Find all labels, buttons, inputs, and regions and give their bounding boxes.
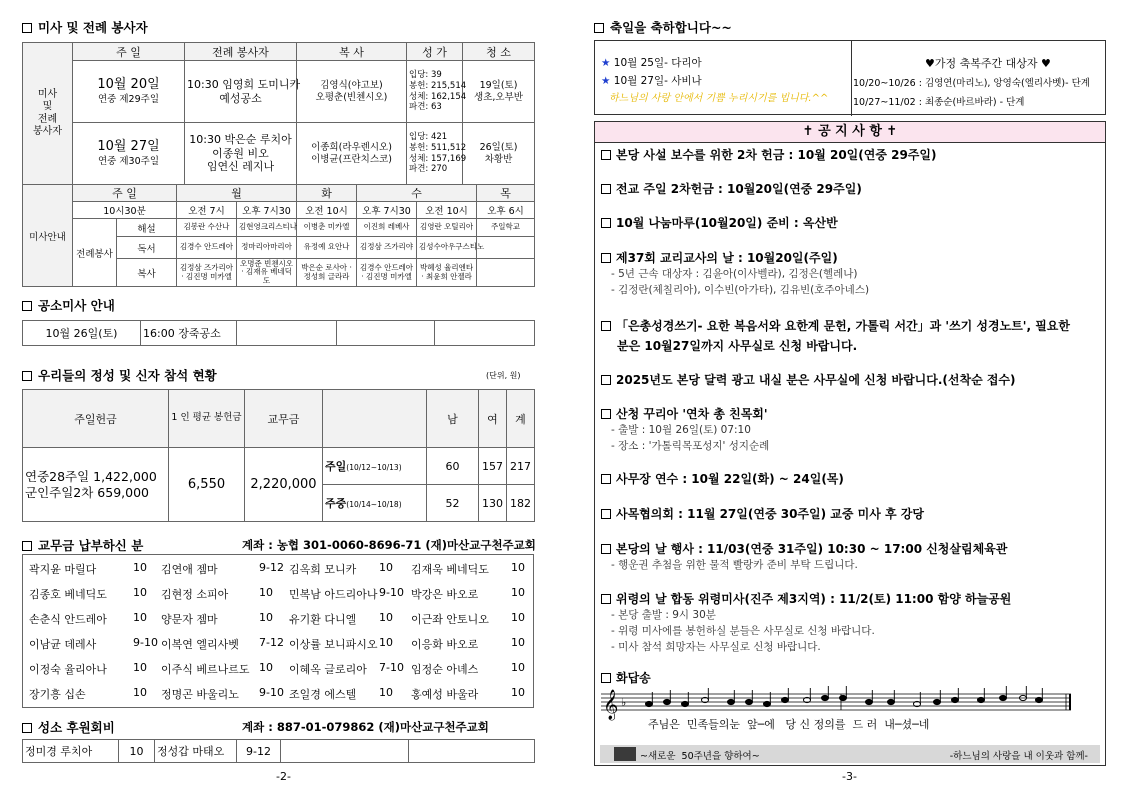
checkbox-icon: [601, 409, 611, 419]
svg-text:♭: ♭: [621, 696, 627, 709]
donor-name: 민복남 아드리아나: [289, 588, 378, 601]
checkbox-icon: [601, 184, 611, 194]
account-info: 계좌 : 887-01-079862 (재)마산교구천주교회: [242, 720, 489, 734]
donor-months: 9-10: [379, 586, 404, 599]
donor-name: 김연애 젬마: [161, 563, 218, 576]
notice-item: [601, 317, 1070, 354]
donor-name: 임정순 아녜스: [411, 663, 479, 676]
donor-name: 이혜옥 글로리아: [289, 663, 367, 676]
donor-name: 양문자 젬마: [161, 613, 218, 626]
notice-sub: - 행운권 추첨을 위한 물적 빨랑카 준비 부탁 드립니다.: [611, 559, 858, 571]
donor-name: 이복연 엘리사벳: [161, 638, 239, 651]
side-label: 미사 및 전례 봉사자: [23, 43, 73, 185]
feast-wish: 하느님의 사랑 안에서 기쁨 누리시기를 빕니다.^^: [609, 93, 829, 104]
music-note: [888, 699, 895, 704]
mission-mass-table: 10월 26일(토) 16:00 장죽공소: [22, 320, 535, 346]
checkbox-icon: [601, 150, 611, 160]
donor-months: 10: [259, 611, 273, 624]
notice-title-text: 전교 주일 2차헌금 : 10월20일(연중 29주일): [616, 182, 862, 196]
donor-name: 이정숙 율리아나: [29, 663, 107, 676]
table-row: 10월 20일 연중 제29주일 10:30 임영희 도미니카 예성공소 김영식(야고보) 오평춘(빈첸시오) 입당: 39 봉헌: 215,514 성체: 162,154 파견: 63 19일(토) 생초,오부반: [23, 61, 535, 123]
notice-item: [601, 249, 869, 298]
weekday-mass-table: 미사안내 주 일 월 화 수 목 10시30분 오전 7시 오후 7시30 오전 10시 오후 7시30 오전 10시 오후 6시 전례봉사 해설 김봉란 수산나 김현영크리스티나 이병춘 미카엘 이진희 레베사 김영란 오틸리아 주일학교 독서 김경수 안드레아 정마리아마리아 유정예 요안나 김정삼 즈가리야 김성수아우구스티노 복사 김정삼 즈가리아 · 김진명 미카엘 오명준 빈첸시오 · 김재유 베네딕도 박은순 로사아 · 정성희 글라라 김경수 안드레아 · 김진명 미카엘 박혜성 율리엔타 · 최윤희 안젤라: [22, 184, 535, 287]
donor-name: 김종호 베네딕도: [29, 588, 107, 601]
page-number: -3-: [842, 770, 857, 783]
donor-months: 10: [379, 686, 393, 699]
music-note: [1036, 697, 1043, 702]
music-note: [978, 697, 985, 702]
donor-months: 9-10: [259, 686, 284, 699]
account-info: 계좌 : 농협 301-0060-8696-71 (재)마산교구천주교회: [242, 538, 536, 552]
checkbox-icon: [601, 544, 611, 554]
notice-item: [601, 505, 924, 522]
donor-months: 10: [133, 661, 147, 674]
donor-months: 9-12: [259, 561, 284, 574]
checkbox-icon: [601, 218, 611, 228]
music-note: [866, 699, 873, 704]
donor-months: 10: [133, 586, 147, 599]
notice-item: [601, 146, 936, 163]
notice-sub: - 위령 미사에를 봉헌하실 분들은 사무실로 신청 바랍니다.: [611, 625, 875, 637]
donor-name: 조일경 에스텔: [289, 688, 357, 701]
checkbox-icon: [601, 474, 611, 484]
donor-name: 김재욱 베네딕도: [411, 563, 489, 576]
notice-title-text: 2025년도 본당 달력 광고 내실 분은 사무실에 신청 바랍니다.(선착순 접수): [616, 373, 1016, 387]
donor-months: 10: [379, 611, 393, 624]
notice-item: [601, 214, 838, 231]
donor-name: 이주식 베르나르도: [161, 663, 250, 676]
section-title-offering: 우리들의 정성 및 신자 참석 현황: [22, 366, 217, 384]
section-title-mass-servers: 미사 및 전례 봉사자: [22, 18, 148, 36]
donor-name: 장기흥 십손: [29, 688, 86, 701]
notice-title-text: 본당의 날 행사 : 11/03(연중 31주일) 10:30 ~ 17:00 신청살림체육관: [616, 542, 1008, 556]
notice-sub: - 출발 : 10월 26일(토) 07:10: [611, 424, 751, 436]
music-note: [840, 695, 847, 700]
notice-title-text: 사무장 연수 : 10월 22일(화) ~ 24일(목): [616, 472, 844, 486]
vocation-table: 정미경 루치아 10 정성갑 마태오 9-12: [22, 739, 535, 763]
donor-months: 10: [133, 561, 147, 574]
donor-name: 유기환 다니엘: [289, 613, 357, 626]
notice-item: [601, 371, 1016, 388]
donor-months: 10: [511, 661, 525, 674]
notice-title-text: 제37회 교리교사의 날 : 10월20일(주일): [616, 251, 838, 265]
donor-months: 10: [511, 636, 525, 649]
music-note: [728, 699, 735, 704]
donor-name: 이상률 보니파시오: [289, 638, 378, 651]
notice-item: [601, 405, 769, 454]
notice-item: [601, 540, 1007, 573]
section-title-feast: 축일을 축하합니다~~: [594, 18, 732, 36]
feast-line: ★ 10월 25일- 다리아: [601, 57, 702, 69]
donor-list: [22, 554, 534, 708]
music-note: [782, 697, 789, 702]
donor-name: 곽지윤 마릴다: [29, 563, 97, 576]
checkbox-icon: [601, 594, 611, 604]
notice-sub: - 5년 근속 대상자 : 김윤아(이사벨라), 김정은(헬레나): [611, 268, 858, 280]
music-note: [746, 699, 753, 704]
feast-box: [594, 40, 1106, 115]
footer-right: -하느님의 사랑을 내 이웃과 함께-: [949, 751, 1088, 762]
section-title-school-fee: 교무금 납부하신 분: [22, 536, 143, 554]
section-title-vocation: 성소 후원회비: [22, 718, 115, 736]
donor-name: 박강은 바오로: [411, 588, 479, 601]
checkbox-icon: [601, 253, 611, 263]
star-icon: ★: [601, 57, 611, 69]
side-label: 미사안내: [23, 185, 73, 287]
logo-icon: [614, 747, 636, 761]
checkbox-icon: [601, 509, 611, 519]
donor-months: 7-12: [259, 636, 284, 649]
donor-months: 10: [259, 661, 273, 674]
donor-months: 10: [511, 561, 525, 574]
music-note: [646, 701, 653, 706]
mass-servers-table: 미사 및 전례 봉사자 주 일 전례 봉사자 복 사 성 가 청 소 10월 20일 연중 제29주일 10:30 임영희 도미니카 예성공소 김영식(야고보) 오평춘(빈첸시오) 입당: 39 봉헌: 215,514 성체: 162,154 파견: 63 19일(토) 생초,오부반 10월 27일 연중 제30주일 10:30 박은순 루치아 이종원 비오 임연신 레지나 이종희(라우렌시오) 이병균(프란치스코) 입당: 421 봉헌: 511,512 성체: 157,169 파견: 270 26일(토) 차황반: [22, 42, 535, 185]
donor-name: 손춘식 안드레아: [29, 613, 107, 626]
notice-title-text: 「은총성경쓰기- 요한 복음서와 요한계 문헌, 가톨릭 서간」과 '쓰기 성경노트', 필요한: [616, 319, 1070, 333]
lyric: 주님은 민족들의눈 앞─에 당 신 정의를 드 러 내─셨─네: [648, 718, 930, 731]
checkbox-icon: [601, 673, 611, 683]
music-note: [682, 701, 689, 706]
donor-name: 김현정 소피아: [161, 588, 229, 601]
table-row: 10월 27일 연중 제30주일 10:30 박은순 루치아 이종원 비오 임연신 레지나 이종희(라우렌시오) 이병균(프란치스코) 입당: 421 봉헌: 511,512 성체: 157,169 파견: 270 26일(토) 차황반: [23, 123, 535, 185]
footer-band: [600, 745, 1100, 763]
family-title: ♥가정 축복주간 대상자 ♥: [925, 57, 1051, 70]
notice-title-text: 화답송: [616, 671, 651, 685]
footer-left: ~새로운 50주년을 향하여~: [640, 751, 760, 762]
music-note: [764, 701, 771, 706]
notice-title-text: 본당 사설 보수를 위한 2차 헌금 : 10월 20일(연중 29주일): [616, 148, 937, 162]
music-note: [664, 699, 671, 704]
notice-title-text: 위령의 날 합동 위령미사(진주 제3지역) : 11/2(토) 11:00 함양 하늘공원: [616, 592, 1012, 606]
donor-name: 홍예성 바울라: [411, 688, 479, 701]
page-number: -2-: [276, 770, 291, 783]
donor-name: 이근좌 안토니오: [411, 613, 489, 626]
donor-months: 10: [379, 561, 393, 574]
notice-item: [601, 180, 862, 197]
music-note: [1000, 695, 1007, 700]
donor-months: 10: [133, 611, 147, 624]
donor-months: 7-10: [379, 661, 404, 674]
notice-item: [601, 590, 1011, 655]
donor-name: 김옥희 모니카: [289, 563, 357, 576]
donor-months: 10: [511, 586, 525, 599]
donor-months: 10: [511, 686, 525, 699]
family-row: 10/27~11/02 : 최종순(바르바라) - 단계: [853, 97, 1025, 108]
notice-sub: - 장소 : '가톨릭목포성지' 성지순례: [611, 440, 770, 452]
donor-months: 10: [511, 611, 525, 624]
donor-months: 10: [259, 586, 273, 599]
donor-months: 10: [379, 636, 393, 649]
treble-clef-icon: 𝄞: [603, 690, 619, 720]
notice-item: [601, 669, 651, 686]
family-row: 10/20~10/26 : 김영연(마리노), 앙영숙(엘리사벳)- 단계: [853, 78, 1090, 89]
unit-note: (단위, 원): [486, 371, 521, 380]
notice-title-text: 산청 꾸리아 '연차 총 친목회': [616, 407, 768, 421]
notice-sub: - 미사 참석 희망자는 사무실로 신청 바랍니다.: [611, 641, 821, 653]
donor-name: 이응화 바오로: [411, 638, 479, 651]
notice-title-text: 사목협의회 : 11월 27일(연중 30주일) 교중 미사 후 강당: [616, 507, 924, 521]
checkbox-icon: [601, 321, 611, 331]
music-note: [822, 695, 829, 700]
notice-title: ✝ 공 지 사 항 ✝: [594, 121, 1106, 143]
donor-months: 10: [133, 686, 147, 699]
notice-sub: - 본당 출발 : 9시 30분: [611, 609, 716, 621]
offering-table: 주일헌금 1 인 평균 봉헌금 교무금 남 여 계 연중28주일 1,422,000 군인주일2차 659,000 6,550 2,220,000 주일(10/12~10/13) 60 157 217 주중(10/14~10/18) 52 130 182: [22, 389, 535, 522]
notice-title-line2: 분은 10월27일까지 사무실로 신청 바랍니다.: [617, 339, 858, 353]
checkbox-icon: [601, 375, 611, 385]
notice-title-text: 10월 나눔마루(10월20일) 준비 : 옥산반: [616, 216, 838, 230]
feast-line: ★ 10월 27일- 사비나: [601, 75, 702, 87]
donor-name: 정명곤 바울리노: [161, 688, 239, 701]
notice-sub: - 김정란(체칠리아), 이수빈(아가타), 김유빈(호주아네스): [611, 284, 870, 296]
donor-months: 9-10: [133, 636, 158, 649]
star-icon: ★: [601, 75, 611, 87]
notice-item: [601, 470, 844, 487]
section-title-mission-mass: 공소미사 안내: [22, 296, 115, 314]
music-note: [952, 697, 959, 702]
donor-name: 이남균 데레사: [29, 638, 97, 651]
music-note: [934, 699, 941, 704]
